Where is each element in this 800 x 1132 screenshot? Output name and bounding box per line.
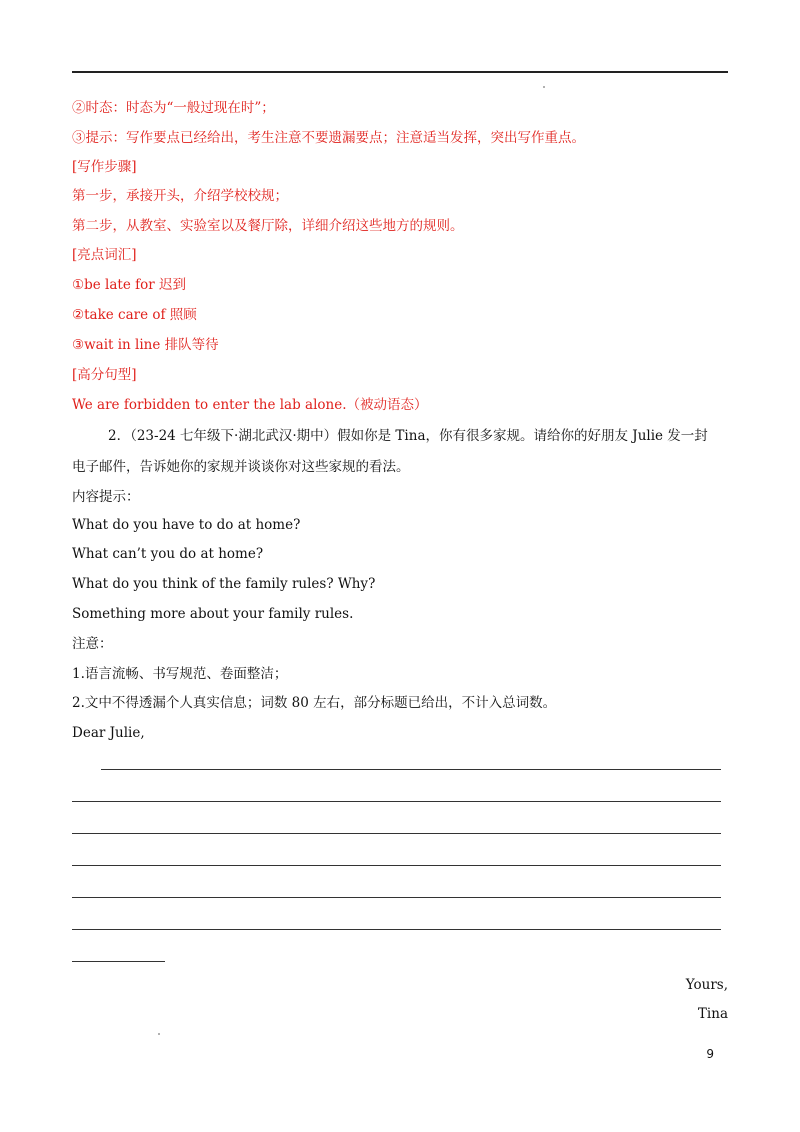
sentence-heading: [高分句型] (72, 367, 137, 383)
prompt-2: What can’t you do at home? (72, 546, 264, 562)
tip-note: ③提示：写作要点已经给出，考生注意不要遗漏要点；注意适当发挥，突出写作重点。 (72, 130, 585, 146)
question-line-1: 2．（23-24 七年级下·湖北武汉·期中）假如你是 Tina，你有很多家规。请给你的好朋友 Julie 发一封 (108, 428, 708, 444)
header-rule (72, 71, 728, 73)
vocab-item-3: ③wait in line 排队等待 (72, 337, 219, 353)
scan-dot (158, 1033, 160, 1035)
attention-1: 1.语言流畅、书写规范、卷面整洁； (72, 666, 288, 682)
vocab-item-1: ①be late for 迟到 (72, 277, 186, 293)
step-2: 第二步，从教室、实验室以及餐厅除，详细介绍这些地方的规则。 (72, 218, 464, 234)
scan-dot (543, 86, 545, 88)
question-line-2: 电子邮件，告诉她你的家规并谈谈你对这些家规的看法。 (72, 459, 410, 475)
step-1: 第一步，承接开头，介绍学校校规； (72, 188, 288, 204)
prompt-1: What do you have to do at home? (72, 517, 301, 533)
answer-line[interactable] (72, 865, 721, 866)
signature: Tina (697, 1006, 728, 1022)
prompt-3: What do you think of the family rules? Why? (72, 576, 376, 592)
answer-line[interactable] (72, 961, 165, 962)
answer-line[interactable] (72, 929, 721, 930)
vocab-item-2: ②take care of 照顾 (72, 307, 197, 323)
answer-line[interactable] (72, 833, 721, 834)
answer-line[interactable] (101, 769, 721, 770)
answer-line[interactable] (72, 801, 721, 802)
closing: Yours, (685, 977, 728, 993)
prompt-4: Something more about your family rules. (72, 606, 354, 622)
tense-note: ②时态：时态为“一般过现在时”； (72, 100, 275, 116)
attention-2: 2.文中不得透漏个人真实信息；词数 80 左右，部分标题已给出，不计入总词数。 (72, 695, 557, 711)
key-sentence: We are forbidden to enter the lab alone.（被动语态） (72, 397, 428, 413)
content-heading: 内容提示： (72, 489, 140, 505)
page-number: 9 (706, 1047, 714, 1061)
steps-heading: [写作步骤] (72, 159, 137, 175)
attention-heading: 注意： (72, 636, 113, 652)
greeting: Dear Julie, (72, 725, 145, 741)
answer-line[interactable] (72, 897, 721, 898)
vocab-heading: [亮点词汇] (72, 247, 137, 263)
